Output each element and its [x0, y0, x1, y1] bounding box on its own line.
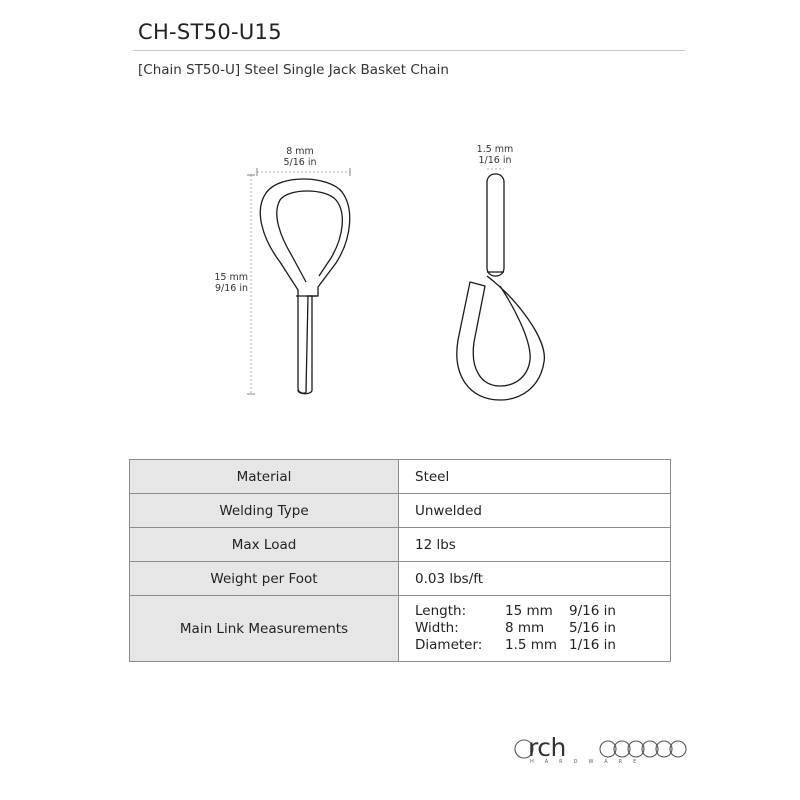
- measurement-in: 9/16 in: [569, 603, 616, 619]
- dimension-lines: [251, 169, 504, 394]
- measurement-mm: 8 mm: [505, 620, 545, 636]
- table-row: [130, 494, 671, 528]
- measurement-name: Length:: [415, 603, 467, 619]
- table-row: [130, 528, 671, 562]
- width-in: 5/16 in: [283, 157, 317, 168]
- spec-value: Steel: [399, 460, 671, 494]
- specs-table: [129, 459, 671, 662]
- spec-label: Weight per Foot: [130, 562, 399, 596]
- logo-wordmark: rch: [528, 733, 566, 762]
- measurement-name: Diameter:: [415, 637, 483, 653]
- measurement-in: 1/16 in: [569, 637, 616, 653]
- spec-label: Main Link Measurements: [130, 596, 399, 662]
- measurement-in: 5/16 in: [569, 620, 616, 636]
- side-view-link: [457, 174, 545, 400]
- spec-label: Material: [130, 460, 399, 494]
- width-mm: 8 mm: [286, 146, 314, 157]
- spec-value: 0.03 lbs/ft: [399, 562, 671, 596]
- brand-logo: [510, 733, 690, 773]
- front-view-link: [260, 179, 349, 394]
- height-in: 9/16 in: [214, 283, 248, 294]
- measurement-mm: 15 mm: [505, 603, 553, 619]
- table-row: [130, 596, 671, 662]
- table-row: [130, 460, 671, 494]
- measurement-row: [415, 637, 670, 654]
- measurement-name: Width:: [415, 620, 459, 636]
- measurement-row: [415, 620, 670, 637]
- measurement-mm: 1.5 mm: [505, 637, 558, 653]
- logo-tagline: HARDWARE: [530, 759, 648, 765]
- diameter-mm: 1.5 mm: [476, 144, 514, 155]
- page-title: CH-ST50-U15: [138, 20, 282, 44]
- diameter-in: 1/16 in: [478, 155, 512, 166]
- page-subtitle: [Chain ST50-U] Steel Single Jack Basket Chain: [138, 62, 449, 78]
- spec-label: Welding Type: [130, 494, 399, 528]
- spec-value: Unwelded: [399, 494, 671, 528]
- height-mm: 15 mm: [214, 272, 248, 283]
- table-row: [130, 562, 671, 596]
- measurements-cell: [399, 596, 671, 662]
- spec-label: Max Load: [130, 528, 399, 562]
- spec-value: 12 lbs: [399, 528, 671, 562]
- measurement-row: [415, 603, 670, 620]
